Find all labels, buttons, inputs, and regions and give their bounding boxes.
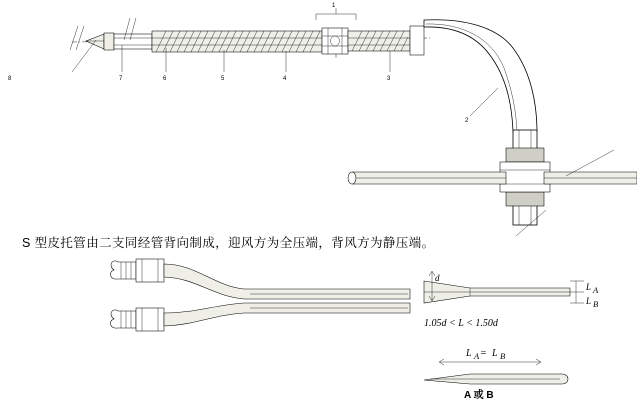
tip-sleeve <box>114 34 152 49</box>
s-type-twin-tubes <box>110 259 599 401</box>
coupling-bore <box>331 36 340 46</box>
top-probe-assembly <box>8 3 637 236</box>
probe-barrel-second <box>348 31 410 51</box>
callout-2: 2 <box>465 118 469 124</box>
flange-lower <box>506 192 544 206</box>
callout-7: 7 <box>119 76 123 82</box>
lower-tube-body <box>164 303 410 326</box>
la-label: L <box>586 282 592 292</box>
callout-3: 3 <box>387 76 391 82</box>
equality-eq: = <box>480 348 487 359</box>
figure-caption: S 型皮托管由二支同经管背向制成，迎风方为全压端，背风方为静压端。 <box>22 236 435 250</box>
equality-right-sub: B <box>500 351 506 361</box>
lower-grip <box>110 310 136 328</box>
lower-ferrule <box>136 308 164 331</box>
coupling-bracket <box>316 14 356 20</box>
flange-upper <box>506 148 544 162</box>
equality-right: L <box>492 348 498 359</box>
d-label: d <box>435 273 440 283</box>
equality-left-sub: A <box>474 351 480 361</box>
flange-hub <box>500 162 550 192</box>
duct-left-end <box>348 172 356 184</box>
lb-sub: B <box>593 299 599 309</box>
callout-5: 5 <box>221 76 225 82</box>
inequality-label: 1.05d < L < 1.50d <box>424 318 498 329</box>
callout-6: 6 <box>163 76 167 82</box>
tube-caption: A 或 B <box>464 390 494 401</box>
callout-8: 8 <box>8 76 12 82</box>
callout-4: 4 <box>283 76 287 82</box>
tip-collar <box>104 33 114 50</box>
equality-left: L <box>466 348 472 359</box>
upper-grip <box>110 261 136 279</box>
la-sub: A <box>593 285 599 295</box>
probe-barrel-main <box>152 31 322 52</box>
end-collar <box>410 26 424 55</box>
lb-label: L <box>586 296 592 306</box>
callout-1: 1 <box>332 3 336 9</box>
upper-ferrule <box>136 259 164 282</box>
elbow-body <box>424 20 537 132</box>
upper-tube-body <box>164 264 410 299</box>
